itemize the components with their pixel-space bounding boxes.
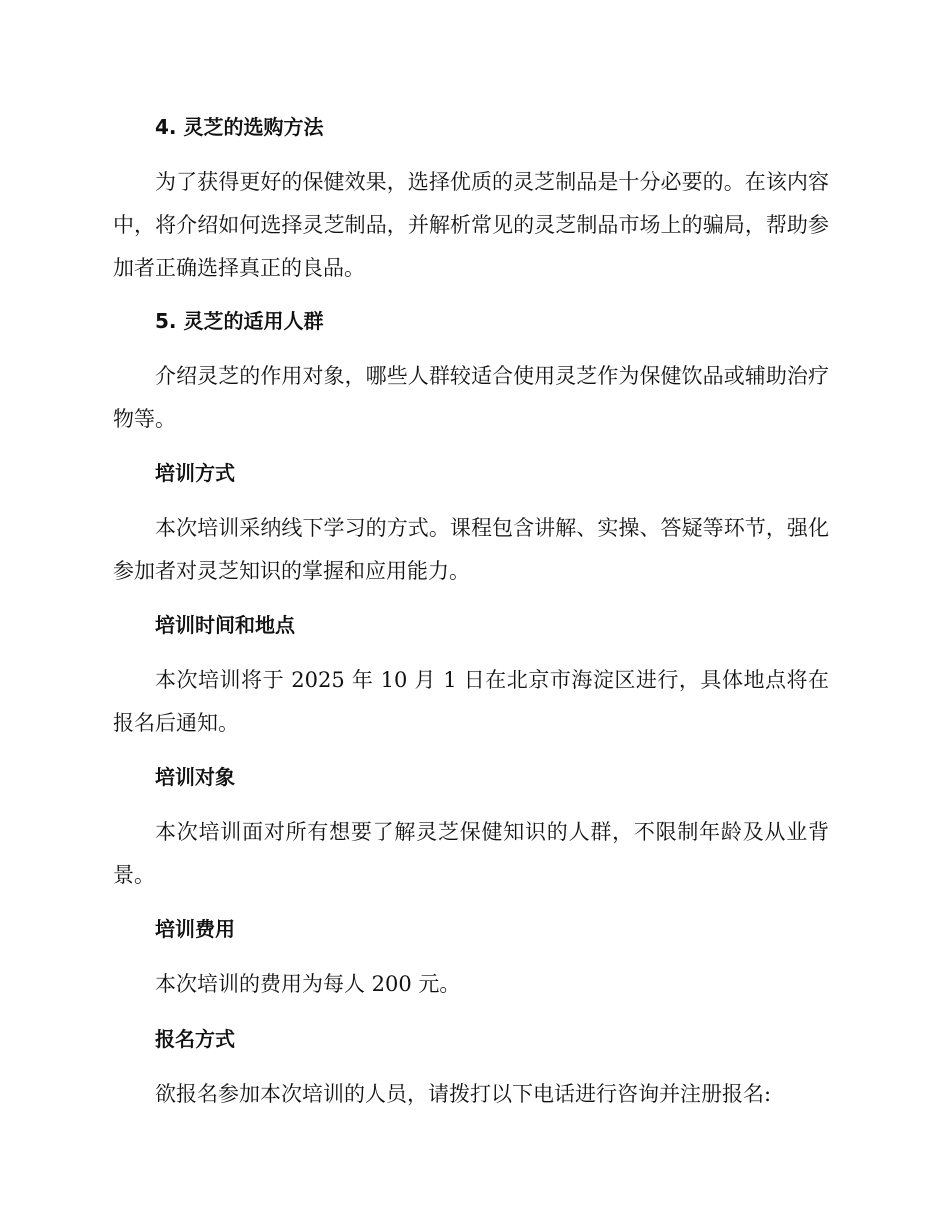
section-heading-purchase-method: 4. 灵芝的选购方法 [155, 115, 324, 139]
section-paragraph-suitable-people: 介绍灵芝的作用对象，哪些人群较适合使用灵芝作为保健饮品或辅助治疗物等。 [113, 364, 829, 431]
section-paragraph-time-location: 本次培训将于 2025 年 10 月 1 日在北京市海淀区进行，具体地点将在报名后通知。 [113, 668, 829, 735]
section-heading-time-location: 培训时间和地点 [155, 613, 295, 637]
section-paragraph-fee: 本次培训的费用为每人 200 元。 [155, 972, 461, 996]
section-heading-registration: 报名方式 [155, 1027, 235, 1051]
section-paragraph-purchase-method: 为了获得更好的保健效果，选择优质的灵芝制品是十分必要的。在该内容中，将介绍如何选择灵芝制品，并解析常见的灵芝制品市场上的骗局，帮助参加者正确选择真正的良品。 [113, 170, 829, 280]
section-heading-fee: 培训费用 [155, 917, 235, 941]
section-paragraph-registration: 欲报名参加本次培训的人员，请拨打以下电话进行咨询并注册报名: [155, 1082, 772, 1106]
section-paragraph-training-method: 本次培训采纳线下学习的方式。课程包含讲解、实操、答疑等环节，强化参加者对灵芝知识的掌握和应用能力。 [113, 516, 829, 583]
section-heading-audience: 培训对象 [155, 765, 235, 789]
section-heading-suitable-people: 5. 灵芝的适用人群 [155, 309, 324, 333]
section-heading-training-method: 培训方式 [155, 461, 235, 485]
section-paragraph-audience: 本次培训面对所有想要了解灵芝保健知识的人群，不限制年龄及从业背景。 [113, 820, 829, 887]
